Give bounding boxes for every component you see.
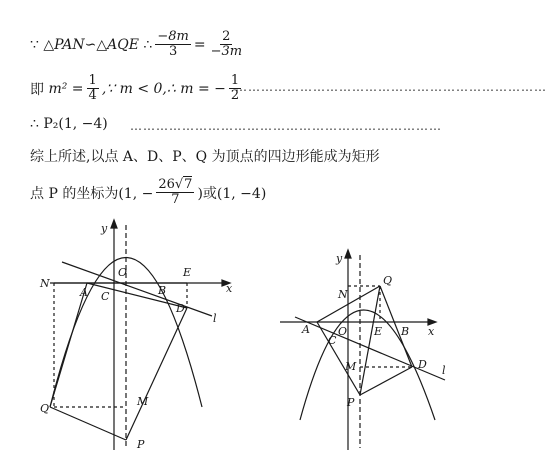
label-E: E: [183, 266, 192, 279]
segment-PD: [360, 367, 412, 395]
label-O: O: [338, 325, 348, 338]
label-D: D: [418, 358, 427, 371]
figure-left: [0, 210, 240, 457]
label-M: M: [137, 395, 149, 408]
numerator-coefficient: 26: [158, 177, 175, 192]
fraction-2-denominator: −3m: [210, 44, 243, 60]
fraction-2-numerator: 2: [222, 29, 231, 44]
dot-leader-2: ………………………………………………………………: [235, 80, 547, 94]
solution-line-3: [30, 116, 108, 132]
label-B: B: [401, 325, 410, 338]
fraction-1-denominator: 3: [168, 44, 178, 60]
label-l: l: [213, 312, 217, 325]
line-2-prefix: 即: [30, 81, 44, 98]
fraction-half-denominator: 2: [230, 88, 240, 104]
label-D: D: [176, 302, 185, 315]
answer-suffix: )或(1, −4): [197, 185, 267, 202]
m-condition: ,∵ m < 0,∴ m = −: [101, 80, 226, 97]
segment-PD: [126, 308, 187, 440]
label-C: C: [328, 334, 337, 347]
label-N: N: [338, 288, 348, 301]
fraction-quarter-denominator: 4: [88, 88, 97, 104]
similar-symbol: ∽: [84, 36, 97, 53]
m-squared: m² =: [48, 80, 84, 97]
because-symbol: ∵: [30, 36, 39, 53]
fraction-answer: [156, 178, 194, 208]
y-axis-arrow: [345, 250, 351, 258]
label-x: x: [226, 282, 233, 295]
solution-line-2: [30, 74, 244, 104]
label-M: M: [345, 360, 357, 373]
label-N: N: [40, 277, 50, 290]
segment-QP: [360, 286, 383, 395]
fraction-quarter-numerator: 1: [88, 73, 97, 88]
label-P: P: [347, 396, 355, 409]
label-l: l: [442, 364, 446, 377]
label-A: A: [302, 323, 310, 336]
triangle-pan: △PAN: [43, 36, 85, 53]
fraction-answer-numerator: 26√7: [158, 177, 193, 192]
label-x: x: [428, 325, 435, 338]
label-Q: Q: [40, 402, 50, 415]
fraction-1: [155, 30, 191, 60]
segment-AQ: [50, 283, 87, 407]
equals-sign: =: [193, 36, 206, 53]
y-axis-arrow: [111, 220, 117, 228]
fraction-1-numerator: −8m: [157, 29, 189, 44]
fraction-answer-denominator: 7: [171, 192, 180, 208]
conclusion-text: 综上所述,以点 A、D、P、Q 为顶点的四边形能成为矩形: [30, 149, 380, 165]
label-Q: Q: [383, 274, 393, 287]
label-C: C: [101, 290, 110, 303]
label-B: B: [158, 284, 167, 297]
solution-line-5: [30, 178, 266, 208]
therefore-symbol: ∴: [143, 36, 153, 53]
label-A: A: [80, 286, 88, 299]
label-P: P: [137, 438, 145, 451]
solution-line-1: [30, 30, 247, 60]
fraction-half-numerator: 1: [230, 73, 240, 88]
fraction-quarter: [87, 74, 99, 104]
label-O: O: [118, 266, 128, 279]
figure-right: [240, 240, 474, 457]
label-E: E: [374, 325, 383, 338]
numerator-radicand: 7: [184, 177, 193, 192]
solution-line-4: [30, 146, 380, 166]
dot-leader-3: ………………………………………………………………: [130, 119, 442, 133]
answer-prefix: 点 P 的坐标为(1, −: [30, 185, 154, 202]
p2-coordinate: ∴ P₂(1, −4): [30, 116, 108, 132]
triangle-aqe: △AQE: [96, 36, 139, 53]
label-y: y: [101, 222, 108, 235]
label-y: y: [336, 252, 343, 265]
fraction-2: [209, 30, 245, 60]
